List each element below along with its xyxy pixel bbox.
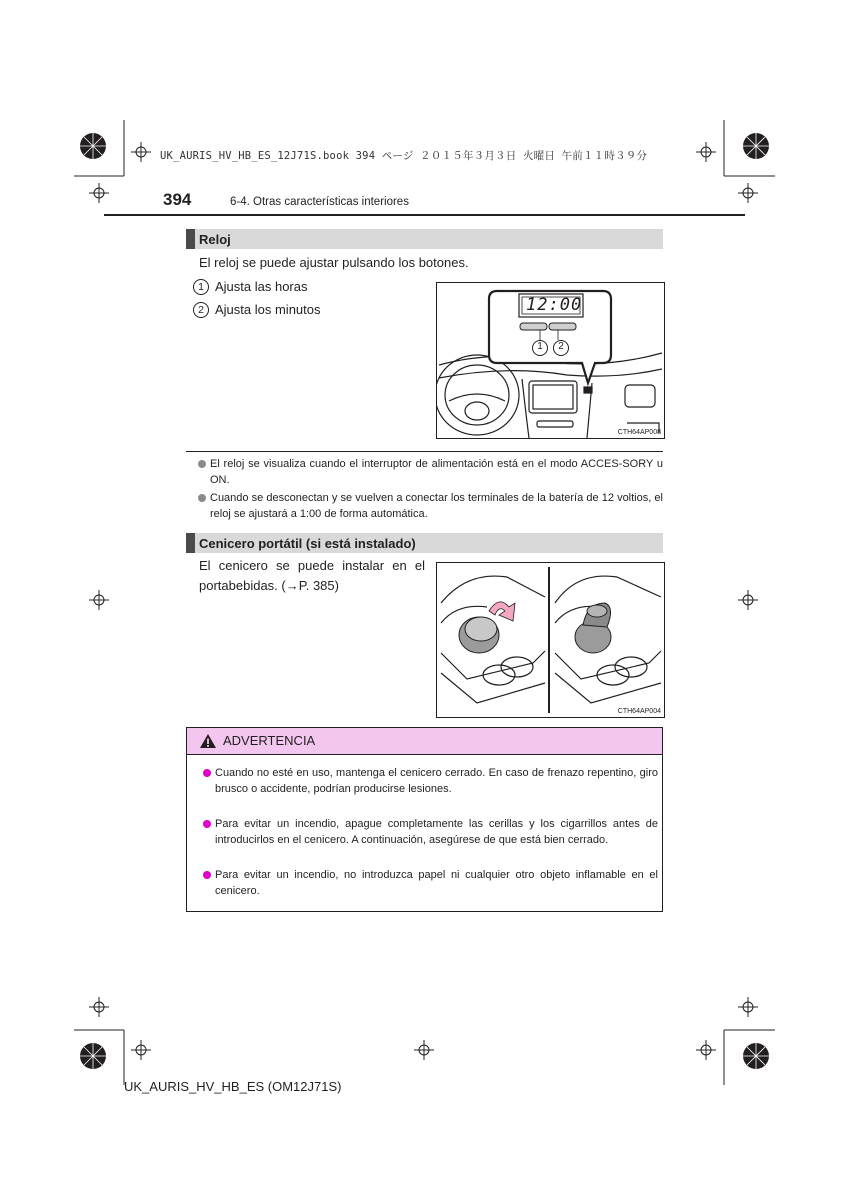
bullet-dot: [203, 769, 211, 777]
ashtray-figure: [436, 562, 665, 718]
ashtray-illustration: [437, 563, 664, 717]
reloj-item-2: [193, 299, 321, 321]
reloj-intro: El reloj se puede ajustar pulsando los botones.: [199, 255, 469, 270]
warning-text: Para evitar un incendio, apague completamente las cerillas y los cigarrillos antes de introducirlos en el cenicero. A continuación, asegúrese de que está bien cerrado.: [215, 818, 658, 846]
warning-text: Cuando no esté en uso, mantenga el cenicero cerrado. En caso de frenazo repentino, giro brusco o accidente, podrían producirse lesiones.: [215, 767, 658, 795]
note-item: [198, 456, 663, 488]
clock-figure: [436, 282, 665, 439]
warning-box: [186, 727, 663, 912]
item-label: Ajusta las horas: [215, 279, 308, 294]
bullet-dot: [198, 494, 206, 502]
header-rule: [104, 214, 745, 216]
note-text: El reloj se visualiza cuando el interruptor de alimentación está en el modo ACCES-SORY u ON.: [210, 458, 663, 486]
bullet-dot: [203, 871, 211, 879]
page-number: 394: [163, 190, 192, 209]
separator: [186, 451, 663, 452]
cenicero-text: El cenicero se puede instalar en el portabebidas. (→P. 385): [199, 558, 425, 593]
bullet-dot: [198, 460, 206, 468]
item-label: Ajusta los minutos: [215, 302, 321, 317]
warning-text: Para evitar un incendio, no introduzca papel ni cualquier otro objeto inflamable en el cenicero.: [215, 869, 658, 897]
warning-item: [203, 765, 658, 797]
figure-code: CTH64AP004: [617, 708, 661, 715]
note-text: Cuando se desconectan y se vuelven a conectar los terminales de la batería de 12 voltios, el reloj se ajustará a 1:00 de forma automática.: [210, 492, 663, 520]
bullet-dot: [203, 820, 211, 828]
warning-icon: [199, 733, 217, 749]
section-heading-cenicero: [186, 533, 663, 553]
figure-code: CTH64AP008: [617, 429, 661, 436]
warning-title: ADVERTENCIA: [223, 733, 316, 748]
item-number-1: 1: [193, 279, 209, 295]
callout-2: 2: [558, 341, 564, 352]
item-number-2: 2: [193, 302, 209, 318]
section-heading-reloj: [186, 229, 663, 249]
print-info: UK_AURIS_HV_HB_ES_12J71S.book 394 ページ ２０１５年３月３日 火曜日 午前１１時３９分: [160, 150, 648, 162]
warning-item: [203, 867, 658, 899]
warning-header: [187, 728, 662, 755]
callout-1: 1: [537, 341, 543, 352]
reloj-item-1: [193, 276, 308, 298]
warning-item: [203, 816, 658, 848]
section-heading-label: Cenicero portátil (si está instalado): [199, 536, 416, 551]
clock-display-time: 12:00: [526, 295, 583, 315]
note-item: [198, 490, 663, 522]
section-heading-label: Reloj: [199, 232, 231, 247]
footer-code: UK_AURIS_HV_HB_ES (OM12J71S): [124, 1079, 342, 1094]
section-title: 6-4. Otras características interiores: [230, 196, 409, 208]
